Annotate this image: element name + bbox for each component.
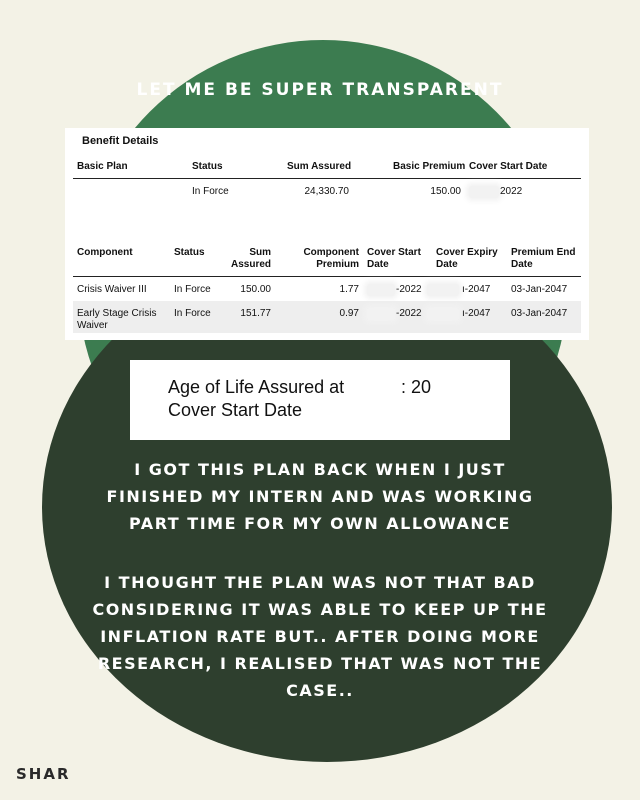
age-label <box>168 376 388 422</box>
header-component-sum-1: Sum <box>249 247 271 258</box>
paragraph-1: I GOT THIS PLAN BACK WHEN I JUST FINISHED MY INTERN AND WAS WORKING PART TIME FOR MY OWN ALLOWANCE <box>106 460 534 533</box>
component-status: In Force <box>174 284 211 295</box>
header-component-status: Status <box>174 247 205 258</box>
basic-cover-start-value: 2022 <box>500 186 523 197</box>
header-rule <box>73 178 581 179</box>
header-premium-end-2: Date <box>511 259 533 270</box>
redaction-blur <box>427 308 459 320</box>
header-component-premium-2: Premium <box>316 259 359 270</box>
redaction-blur <box>367 308 395 320</box>
redaction-blur <box>427 284 459 296</box>
header-component: Component <box>77 247 133 258</box>
header-premium-end-1: Premium End <box>511 247 576 258</box>
age-value: : 20 <box>401 377 432 397</box>
card-title: Benefit Details <box>82 135 159 147</box>
basic-premium-value: 150.00 <box>430 186 461 197</box>
component-premium-end: 03-Jan-2047 <box>511 308 568 319</box>
component-name-line-2: Waiver <box>77 320 108 331</box>
component-name: Crisis Waiver III <box>77 284 147 295</box>
redaction-blur <box>367 284 395 296</box>
component-cover-start: -2022 <box>396 284 422 295</box>
headline: LET ME BE SUPER TRANSPARENT <box>136 80 504 100</box>
header-cover-expiry-1: Cover Expiry <box>436 247 498 258</box>
header-sum-assured: Sum Assured <box>287 161 352 172</box>
component-header-rule <box>73 276 581 277</box>
component-sum-assured: 151.77 <box>240 308 271 319</box>
component-cover-start: -2022 <box>396 308 422 319</box>
component-premium: 0.97 <box>339 308 359 319</box>
benefit-details-card <box>65 128 589 340</box>
header-cover-expiry-2: Date <box>436 259 458 270</box>
header-basic-plan: Basic Plan <box>77 161 128 172</box>
header-cover-start-2: Date <box>367 259 389 270</box>
redaction-blur <box>469 186 499 198</box>
age-label-line-2: Cover Start Date <box>168 400 303 420</box>
component-name-line-1: Early Stage Crisis <box>77 308 157 319</box>
header-basic-premium: Basic Premium <box>393 161 466 172</box>
component-status: In Force <box>174 308 211 319</box>
component-premium-end: 03-Jan-2047 <box>511 284 568 295</box>
component-cover-expiry: ı-2047 <box>462 308 491 319</box>
header-cover-start-date: Cover Start Date <box>469 161 548 172</box>
component-sum-assured: 150.00 <box>240 284 271 295</box>
header-status: Status <box>192 161 223 172</box>
component-premium: 1.77 <box>339 284 359 295</box>
header-cover-start-1: Cover Start <box>367 247 421 258</box>
basic-sum-assured-value: 24,330.70 <box>304 186 349 197</box>
component-cover-expiry: ı-2047 <box>462 284 491 295</box>
paragraph-2: I THOUGHT THE PLAN WAS NOT THAT BAD CONSIDERING IT WAS ABLE TO KEEP UP THE INFLATION RATE BUT.. AFTER DOING MORE RESEARCH, I REALISED THAT WAS NOT THE CASE.. <box>92 573 548 700</box>
age-label-line-1: Age of Life Assured at <box>168 377 345 397</box>
header-component-sum-2: Assured <box>230 259 271 270</box>
header-component-premium-1: Component <box>303 247 359 258</box>
basic-status-value: In Force <box>192 186 229 197</box>
age-card <box>130 360 510 440</box>
signature: SHAR <box>16 765 71 783</box>
